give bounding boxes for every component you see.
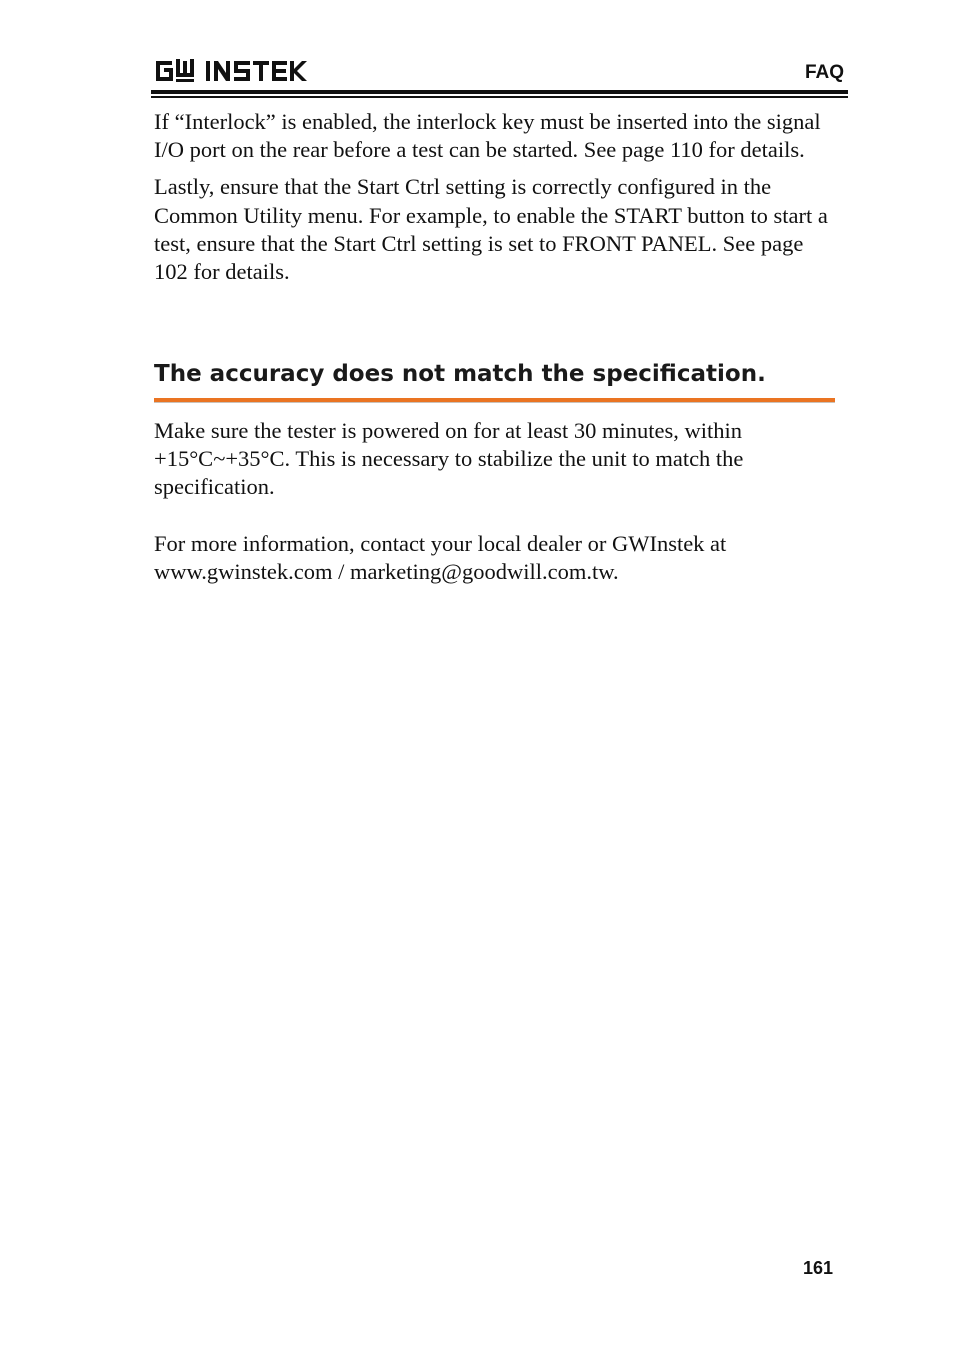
topic-title: The accuracy does not match the specification. — [154, 361, 766, 387]
interlock-paragraph: If “Interlock” is enabled, the interlock key must be inserted into the signal I/O port on the rear before a test can be started. See page 110 for details. — [154, 109, 821, 163]
contact-paragraph: For more information, contact your local dealer or GWInstek at www.gwinstek.com / marketing@goodwill.com.tw. — [154, 530, 727, 584]
topic-body — [154, 417, 840, 586]
page-number: 161 — [803, 1258, 834, 1278]
gwinstek-logo-graphic — [154, 55, 324, 85]
intro-text — [154, 108, 840, 286]
page-header — [151, 52, 848, 100]
section-title: FAQ — [804, 62, 844, 83]
warmup-paragraph: Make sure the tester is powered on for at least 30 minutes, within +15°C~+35°C. This is necessary to stabilize the unit to match the specification. — [154, 418, 744, 500]
topic-divider — [154, 398, 835, 403]
gwinstek-logo — [154, 55, 324, 85]
start-ctrl-paragraph: Lastly, ensure that the Start Ctrl setting is correctly configured in the Common Utility menu. For example, to enable the START button to start a test, ensure that the Start Ctrl setting is set to FRONT PANEL. See page 102 for details. — [154, 174, 828, 285]
header-rule-thick — [151, 90, 848, 94]
header-rule-thin — [151, 96, 848, 98]
topic-heading — [154, 358, 835, 403]
